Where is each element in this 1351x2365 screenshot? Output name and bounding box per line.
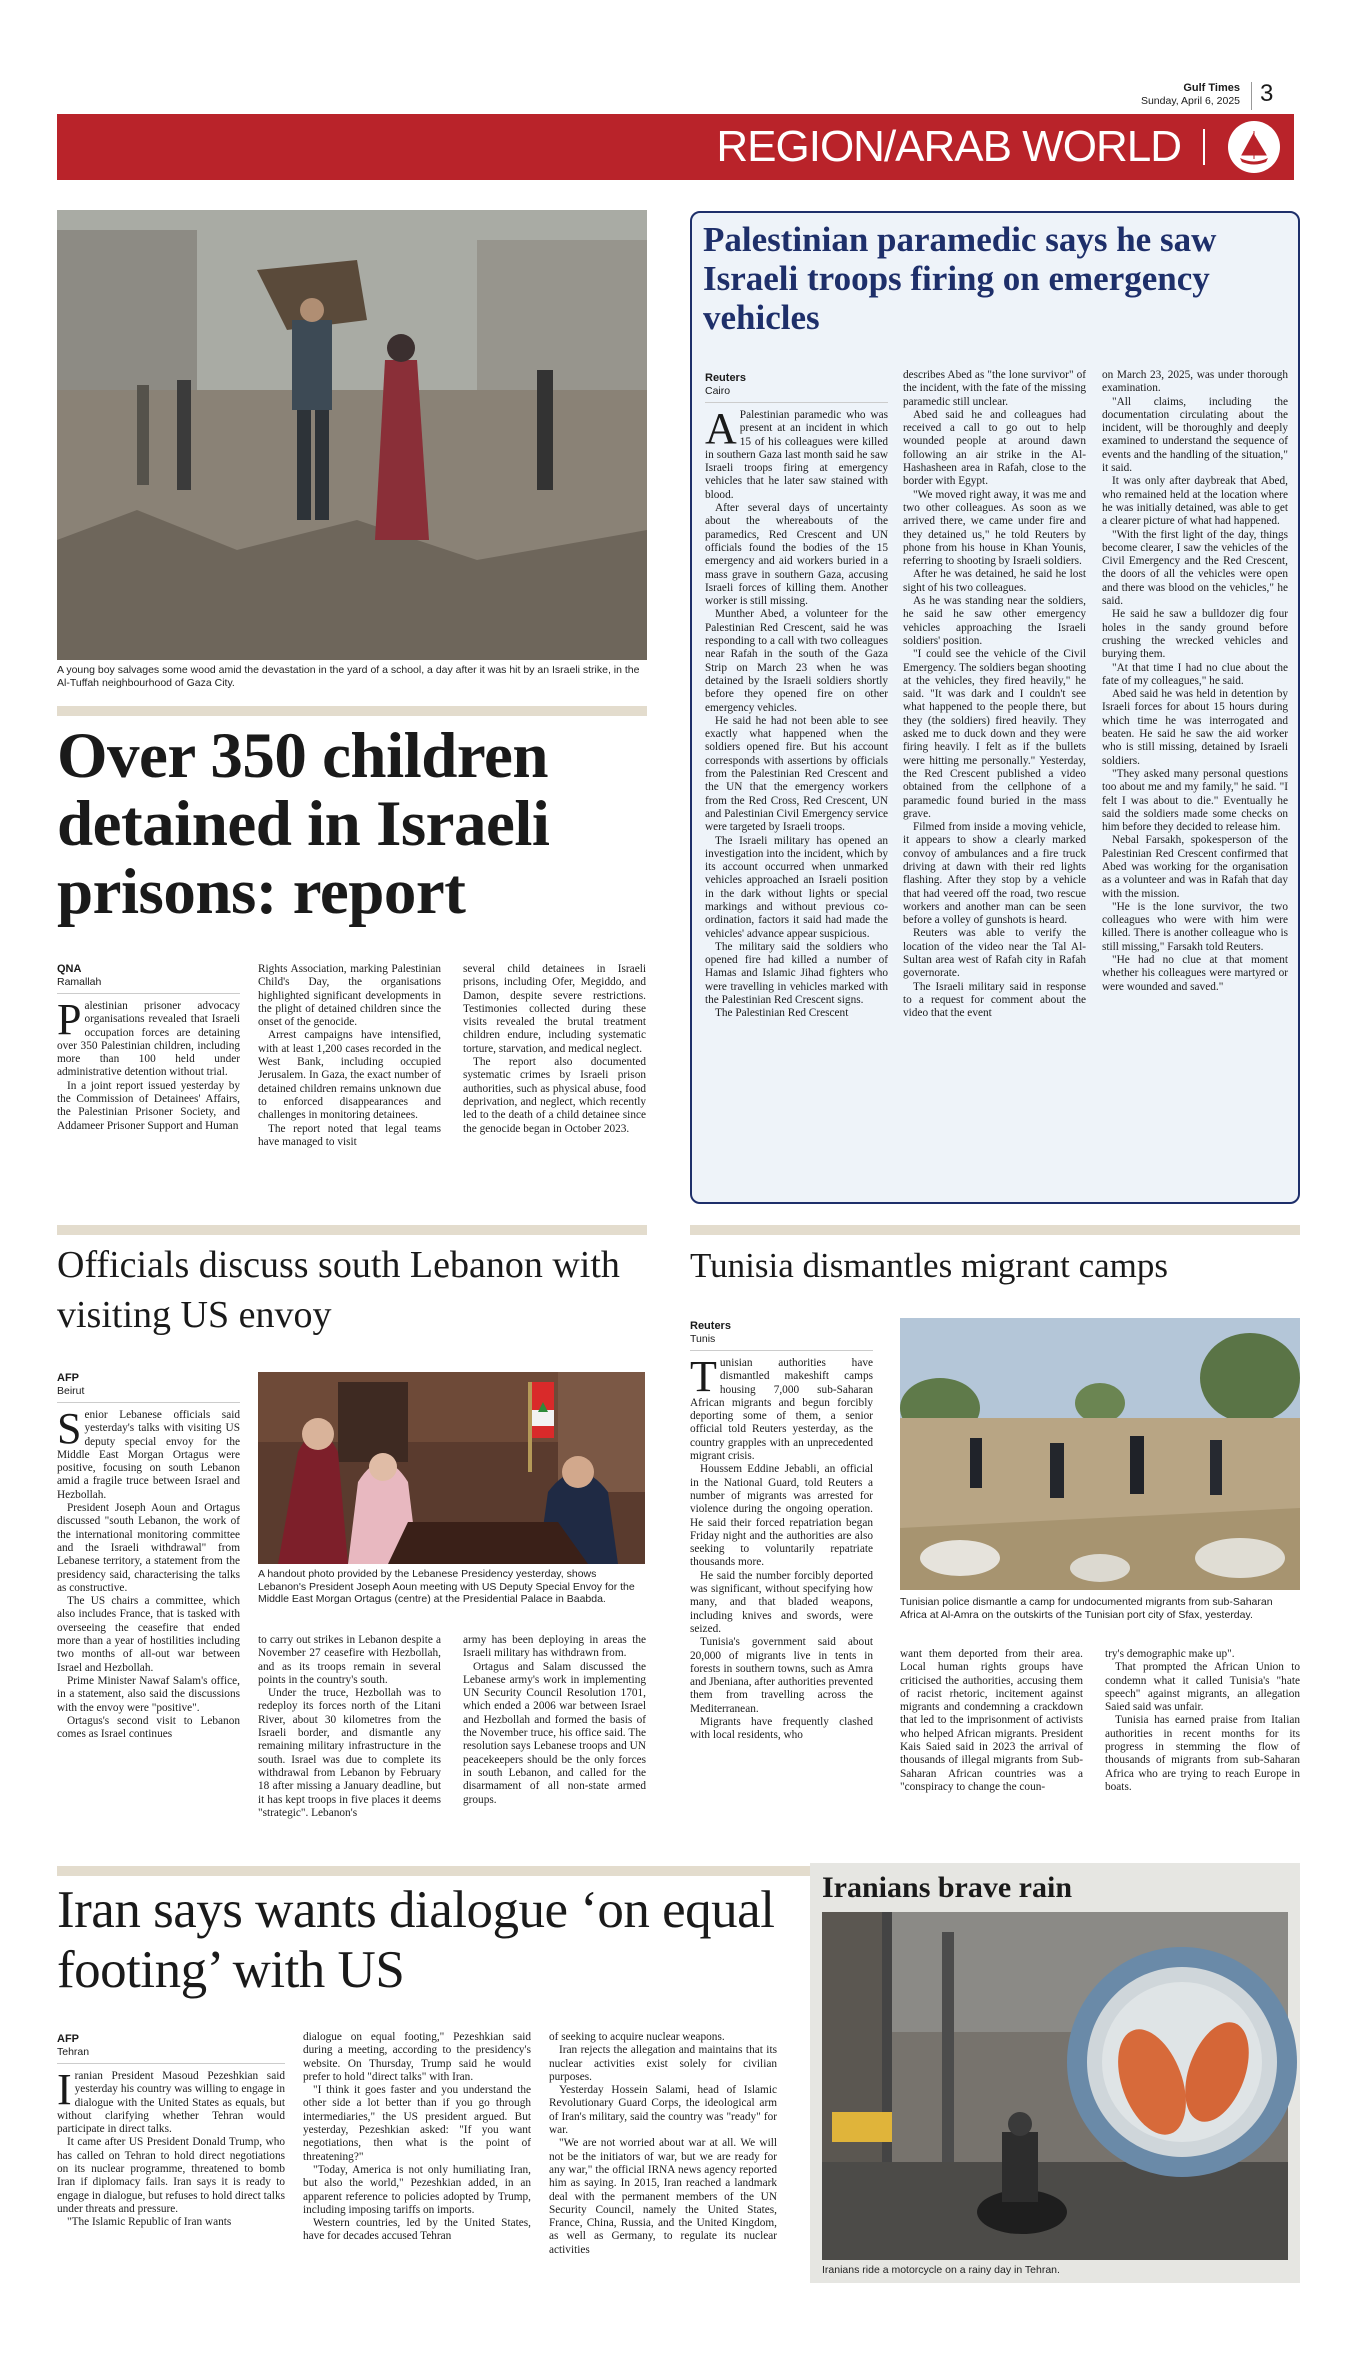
article-column: on March 23, 2025, was under thorough examination. "All claims, including the documentation circulating about the incident, will be thoroughly and deeply examined to understand the sequence of events and the handling of the situation," it said. It was only after daybreak that Abed, who remained held at the location where he was initially detained, was able to get a clearer picture of what had happened. "With the first light of the day, things become clearer, I saw the vehicles of the Civil Emergency and the Red Crescent, the doors of all the vehicles were open and there was blood on the vehicles," he said. He said he saw a bulldozer dig four holes in the sandy ground before crushing the wrecked vehicles and burying them. "At that time I had no clue about the fate of my colleagues," he said. Abed said he was held in detention by Israeli forces for about 15 hours during which time he was interrogated and beaten. He said he saw the aid worker who is still missing, detained by Israeli soldiers. "They asked many personal questions too about me and my family," he said. "I felt I was about to die." Eventually he said the soldiers made some checks on him before they decided to release him. Nebal Farsakh, spokesperson of the Palestinian Red Crescent confirmed that Abed was working for the organisation as a volunteer and was in Rafah that day with the mission. "He is the lone survivor, the two colleagues who were with him were killed. There is another colleague who is still missing," Farsakh told Reuters. "He had no clue at that moment whether his colleagues were martyred or were wounded and saved." xyxy=(1102,369,1288,993)
dateline: Beirut xyxy=(57,1385,240,1403)
publication-name: Gulf Times xyxy=(1183,82,1240,94)
article-column: Iranian President Masoud Pezeshkian said yesterday his country was willing to engage in dialogue with the United States as equals, but without clarifying whether Tehran would participate in direct talks. It came after US President Donald Trump, who has called on Tehran to hold direct negotiations on its nuclear programme, threatened to bomb Iran if diplomacy fails. Iran says it is ready to engage in dialogue, but refuses to hold direct talks under threats and pressure. "The Islamic Republic of Iran wants xyxy=(57,2065,285,2229)
drop-cap: A xyxy=(705,404,737,453)
tehran-photo-caption: Iranians ride a motorcycle on a rainy day in Tehran. xyxy=(822,2264,1060,2276)
headline-lebanon: Officials discuss south Lebanon with visiting US envoy xyxy=(57,1244,620,1336)
headline-rule xyxy=(57,1866,817,1876)
headline-iran: Iran says wants dialogue ‘on equal footing’ with US xyxy=(57,1881,775,1999)
byline: Reuters xyxy=(705,372,746,384)
dateline: Tehran xyxy=(57,2046,285,2064)
tunisia-photo-caption: Tunisian police dismantle a camp for undocumented migrants from sub-Saharan Africa at Al-Amra on the outskirts of the Tunisian port city of Sfax, yesterday. xyxy=(900,1596,1273,1621)
article-column: try's demographic make up". That prompted the African Union to condemn what it called Tunisia's "hate speech" against migrants, an allegation Saied said was unfair. Tunisia has earned praise from Italian authorities in recent months for its progress in stemming the flow of thousands of migrants from sub-Saharan Africa who are trying to reach Europe in boats. xyxy=(1105,1648,1300,1793)
section-banner xyxy=(57,114,1294,180)
dateline: Ramallah xyxy=(57,976,240,994)
drop-cap: P xyxy=(57,995,82,1044)
gaza-photo xyxy=(57,210,647,660)
article-column: A Palestinian paramedic who was present at an incident in which 15 of his colleagues were killed in southern Gaza last month said he saw Israeli troops firing at emergency vehicles that he later saw stained with blood. After several days of uncertainty about the whereabouts of the paramedics, Red Crescent and UN officials found the bodies of the 15 emergency and aid workers buried in a mass grave in southern Gaza, accusing Israeli forces of killing them. Another worker is still missing. Munther Abed, a volunteer for the Palestinian Red Crescent, said he was responding to a call with two colleagues near Rafah in the south of the Gaza Strip on March 23 when he was detained by the Israeli soldiers shortly before they opened fire on other emergency vehicles. He said he had not been able to see exactly what happened when the soldiers opened fire. But his account corresponds with assertions by officials from the Palestinian Red Crescent and the UN that the emergency workers from the Red Cross, Red Crescent, UN and Palestinian Civil Emergency service were targeted by Israeli troops. The Israeli military has opened an investigation into the incident, which by its account occurred when unmarked vehicles approached an Israeli position in the dark without lights or special markings and without previous co-ordination, factors it said had made the vehicles' advance appear suspicious. The military said the soldiers who opened fire had killed a number of Hamas and Islamic Jihad fighters who were travelling in vehicles marked with the Palestinian Red Crescent signs. The Palestinian Red Crescent xyxy=(705,404,889,1020)
byline: AFP xyxy=(57,2033,79,2045)
drop-cap: T xyxy=(690,1352,717,1401)
page-number: 3 xyxy=(1260,80,1274,107)
headline-tunisia: Tunisia dismantles migrant camps xyxy=(690,1246,1168,1285)
article-column: several child detainees in Israeli prisons, including Ofer, Megiddo, and Damon, despite severe restrictions. Testimonies collected during these visits revealed the brutal treatment children endure, including systematic torture, starvation, and medical neglect. The report also documented systematic crimes by Israeli prison authorities, such as physical abuse, food deprivation, and neglect, which recently led to the death of a child detainee since the genocide began in October 2023. xyxy=(463,963,646,1135)
byline: AFP xyxy=(57,1372,79,1384)
section-title: REGION/ARAB WORLD xyxy=(716,122,1181,171)
headline-paramedic: Palestinian paramedic says he saw Israeli troops firing on emergency vehicles xyxy=(703,220,1217,337)
dateline: Cairo xyxy=(705,385,888,403)
article-column: dialogue on equal footing," Pezeshkian said during a meeting, according to the presidency's website. On Thursday, Trump said he would prefer to hold "direct talks" with Iran. "I think it goes faster and you understand the other side a lot better than if you go through intermediaries," the US president argued. But yesterday, Pezeshkian asked: "If you want negotiations, then what is the point of threatening?" "Today, America is not only humiliating Iran, but also the world," Pezeshkian added, in an apparent reference to policies adopted by Trump, including imposing tariffs on imports. Western countries, led by the United States, have for decades accused Tehran xyxy=(303,2031,531,2243)
headline-rule xyxy=(690,1225,1300,1235)
article-column: to carry out strikes in Lebanon despite a November 27 ceasefire with Hezbollah, and as its troops remain in several points in the country's south. Under the truce, Hezbollah was to redeploy its forces north of the Litani River, about 30 kilometres from the Israeli border, and dismantle any remaining military infrastructure in the south. Israel was due to complete its withdrawal from Lebanon by February 18 after missing a January deadline, but it has kept troops in five places it deems "strategic". Lebanon's xyxy=(258,1634,441,1819)
article-column: want them deported from their area. Local human rights groups have criticised the authorities, accusing them of racist rhetoric, incitement against migrants and condemning a crackdown that led to the imprisonment of activists who helped African migrants. President Kais Saied said in 2023 the arrival of thousands of illegal migrants from Sub-Saharan African countries was a "conspiracy to change the coun- xyxy=(900,1648,1083,1793)
article-column: Tunisian authorities have dismantled makeshift camps housing 7,000 sub-Saharan African migrants and begun forcibly deporting some of them, a senior official told Reuters yesterday, as the country grapples with an unprecedented migrant crisis. Houssem Eddine Jebabli, an official in the National Guard, told Reuters a number of migrants was arrested for violence during the ongoing operation. He said their forced repatriation began Friday night and the authorities are also seeking to voluntarily repatriate thousands more. He said the number forcibly deported was significant, without specifying how many, and that bladed weapons, including knives and swords, were seized. Tunisia's government said about 20,000 of migrants live in tents in forests in southern towns, such as Amra and Jbeniana, after authorities prevented them from travelling across the Mediterranean. Migrants have frequently clashed with local residents, who xyxy=(690,1352,873,1742)
article-column: describes Abed as "the lone survivor" of the incident, with the fate of the missing paramedic still unclear. Abed said he and colleagues had received a call to go out to help wounded people at around dawn following an air strike in the Al-Hashasheen area in Rafah, close to the border with Egypt. "We moved right away, it was me and two other colleagues. As soon as we arrived there, we came under fire and they detained us," he told Reuters by phone from his house in Khan Younis, referring to shooting by Israeli soldiers. After he was detained, he said he lost sight of his two colleagues. As he was standing near the soldiers, he said he saw other emergency vehicles approaching the Israeli soldiers' position. "I could see the vehicle of the Civil Emergency. The soldiers began shooting at the vehicles, they fired heavily," he said. "It was dark and I couldn't see what happened to the people there, but they (the soldiers) fired heavily. They asked me to duck down and they were firing heavily. I felt as if the bullets were hitting me personally." Yesterday, the Red Crescent published a video obtained from the cellphone of a paramedic found buried in the mass grave. Filmed from inside a moving vehicle, it appears to show a clearly marked convoy of ambulances and a fire truck driving at dawn with their red lights flashing. After they stop by a vehicle that had veered off the road, two rescue workers and another man can be seen before a volley of gunshots is heard. Reuters was able to verify the location of the video near the Tal Al-Sultan area west of Rafah city in Rafah governorate. The Israeli military said in response to a request for comment about the video that the event xyxy=(903,369,1087,1020)
dateline: Tunis xyxy=(690,1333,873,1351)
tunisia-camp-photo xyxy=(900,1318,1300,1590)
byline: Reuters xyxy=(690,1320,731,1332)
article-column: Senior Lebanese officials said yesterday's talks with visiting US deputy special envoy for the Middle East Morgan Ortagus were positive, focusing on south Lebanon amid a fragile truce between Israel and Hezbollah. President Joseph Aoun and Ortagus discussed "south Lebanon, the work of the international monitoring committee and the Israeli withdrawal" from Lebanese territory, a statement from the presidency said, characterising the talks as constructive. The US chairs a committee, which also includes France, that is tasked with overseeing the ceasefire that ended more than a year of hostilities including two months of all-out war between Israel and Hezbollah. Prime Minister Nawaf Salam's office, in a statement, also said the discussions with the envoy were "positive". Ortagus's second visit to Lebanon comes as Israel continues xyxy=(57,1404,240,1741)
headline-children: Over 350 children detained in Israeli prisons: report xyxy=(57,720,550,928)
drop-cap: S xyxy=(57,1404,82,1453)
lebanon-meeting-photo xyxy=(258,1372,645,1564)
gaza-photo-caption: A young boy salvages some wood amid the devastation in the yard of a school, a day after it was hit by an Israeli strike, in the Al-Tuffah neighbourhood of Gaza City. xyxy=(57,664,640,689)
article-column: of seeking to acquire nuclear weapons. Iran rejects the allegation and maintains that its nuclear activities exist solely for civilian purposes. Yesterday Hossein Salami, head of Islamic Revolutionary Guard Corps, the ideological arm of Iran's military, said the country was "ready" for war. "We are not worried about war at all. We will not be the initiators of war, but we are ready for any war," the official IRNA news agency reported him as saying. In 2015, Iran reached a landmark deal with the permanent members of the UN Security Council, namely the United States, France, China, Russia, and the United Kingdom, as well as Germany, to regulate its nuclear activities xyxy=(549,2031,777,2256)
article-column: army has been deploying in areas the Israeli military has withdrawn from. Ortagus and Salam discussed the Lebanese army's work in implementing UN Security Council Resolution 1701, which ended a 2006 war between Israel and Hezbollah and formed the basis of the November truce, his office said. The resolution says Lebanese troops and UN peacekeepers should be the only forces in south Lebanon, and called for the disarmament of all non-state armed groups. xyxy=(463,1634,646,1806)
lebanon-photo-caption: A handout photo provided by the Lebanese Presidency yesterday, shows Lebanon's President Joseph Aoun meeting with US Deputy Special Envoy for the Middle East Morgan Ortagus (centre) at the Presidential Palace in Baabda. xyxy=(258,1568,635,1605)
drop-cap: I xyxy=(57,2065,72,2114)
section-divider xyxy=(1203,129,1205,165)
page-date: Sunday, April 6, 2025 xyxy=(1140,95,1240,107)
headline-rule xyxy=(57,706,647,716)
header-divider xyxy=(1251,82,1252,110)
article-column: Rights Association, marking Palestinian Child's Day, the organisations highlighted significant developments in the plight of detained children since the onset of the genocide. Arrest campaigns have intensified, with at least 1,200 cases recorded in the West Bank, including occupied Jerusalem. In Gaza, the exact number of detained children remains unknown due to enforced disappearances and challenges in monitoring detainees. The report noted that legal teams have managed to visit xyxy=(258,963,441,1148)
headline-rain: Iranians brave rain xyxy=(822,1871,1073,1904)
article-column: Palestinian prisoner advocacy organisations revealed that Israeli occupation forces are detaining over 350 Palestinian children, including more than 100 held under administrative detention without trial. In a joint report issued yesterday by the Commission of Detainees' Affairs, the Palestinian Prisoner Society, and Addameer Prisoner Support and Human xyxy=(57,995,240,1132)
headline-rule xyxy=(57,1225,647,1235)
tehran-rain-photo xyxy=(822,1912,1288,2260)
byline: QNA xyxy=(57,963,82,975)
dhow-logo-icon xyxy=(1228,121,1280,173)
